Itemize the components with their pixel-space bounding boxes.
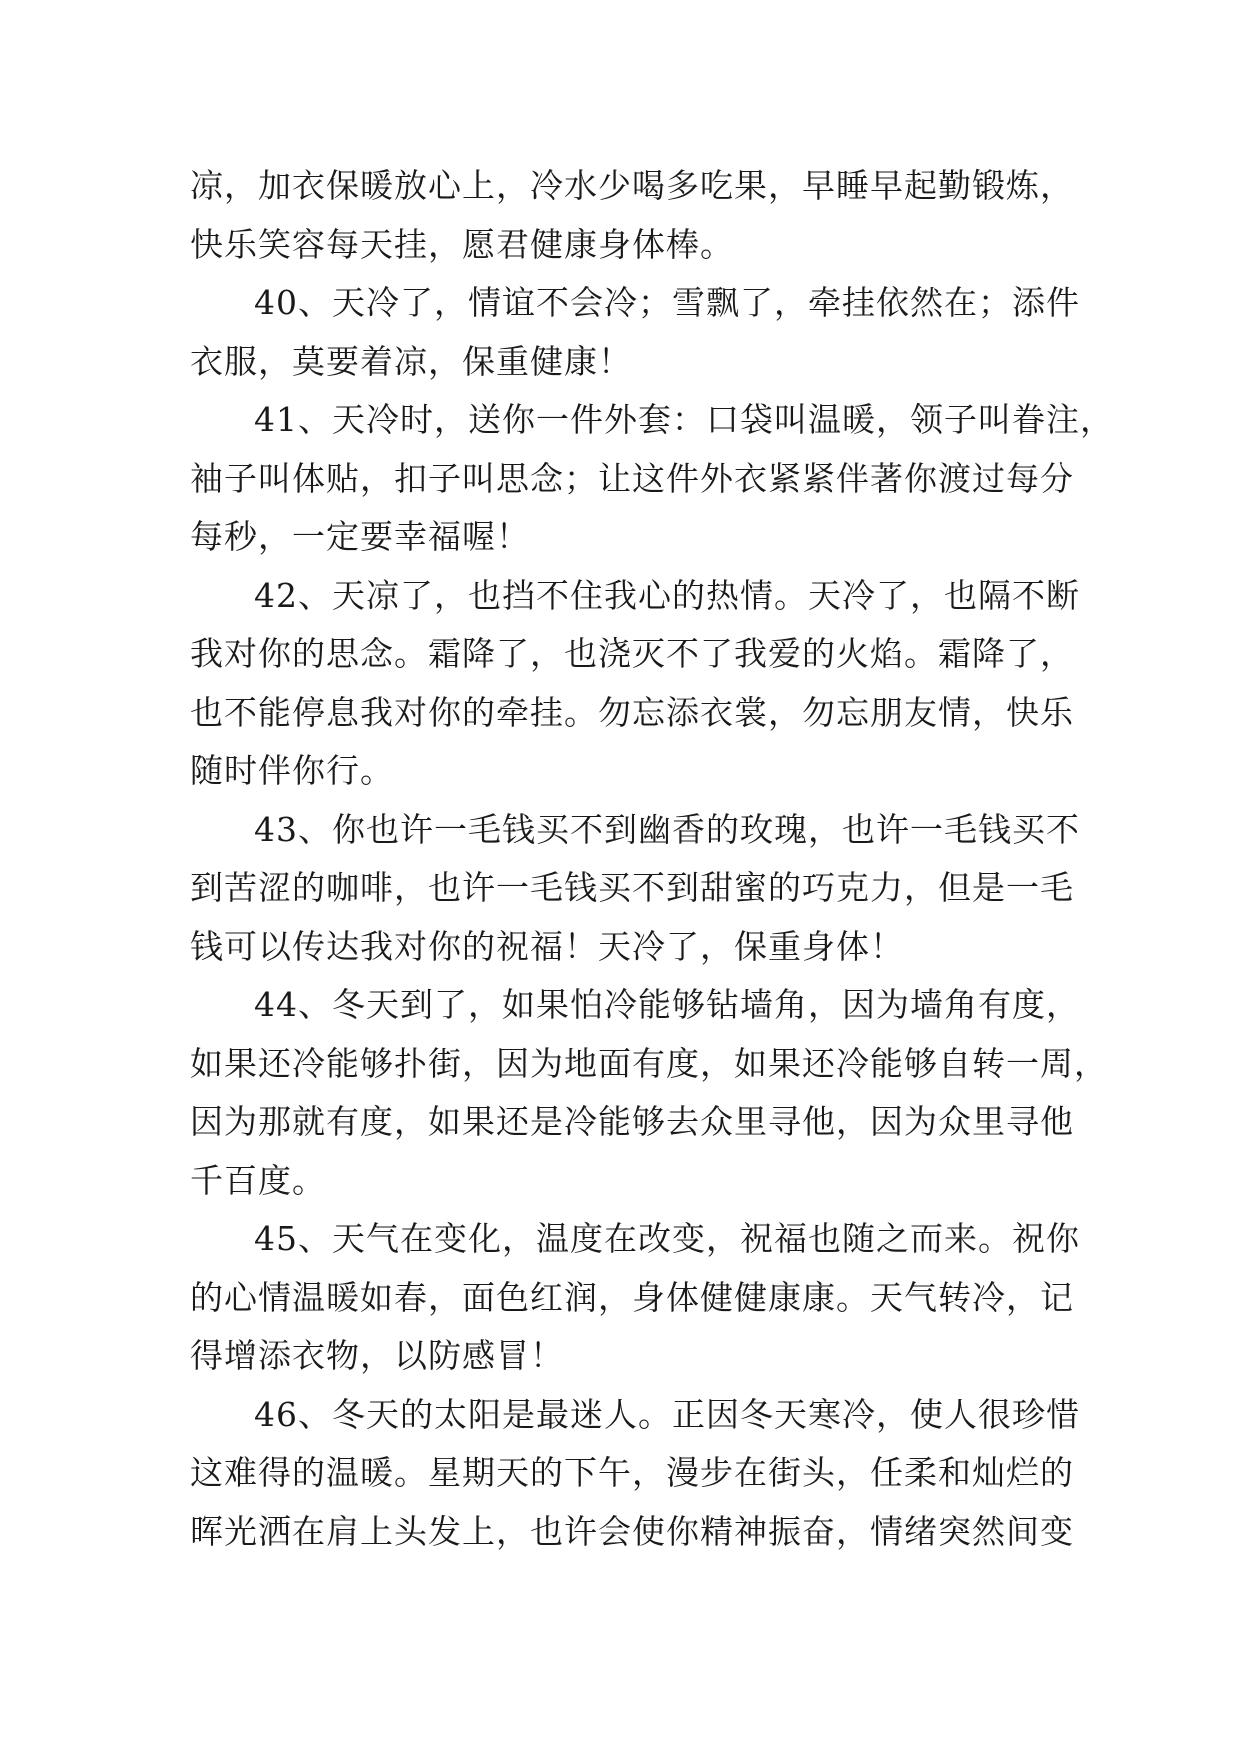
paragraph-40 [190,274,1080,391]
document-page [190,157,1114,1561]
paragraph-45 [190,1210,1080,1386]
text-line: 得增添衣物，以防感冒！ [190,1336,564,1375]
text-line: 44、冬天到了，如果怕冷能够钻墙角，因为墙角有度， [254,985,1080,1024]
text-line: 的心情温暖如春，面色红润，身体健健康康。天气转冷，记 [190,1277,1074,1317]
text-line: 衣服，莫要着凉，保重健康！ [190,341,632,381]
text-line: 41、天冷时，送你一件外套：口袋叫温暖，领子叫眷注， [254,400,1114,439]
paragraph-41 [190,391,1114,567]
text-line: 42、天凉了，也挡不住我心的热情。天冷了，也隔不断 [254,575,1080,615]
paragraph-39-continued [190,157,1074,274]
text-line: 46、冬天的太阳是最迷人。正因冬天寒冷，使人很珍惜 [254,1394,1080,1434]
paragraph-43 [190,801,1080,977]
text-line: 到苦涩的咖啡，也许一毛钱买不到甜蜜的巧克力，但是一毛 [190,868,1074,907]
text-line: 快乐笑容每天挂，愿君健康身体棒。 [190,224,734,264]
text-line: 我对你的思念。霜降了，也浇灭不了我爱的火焰。霜降了， [190,634,1074,673]
text-line: 凉，加衣保暖放心上，冷水少喝多吃果，早睡早起勤锻炼， [190,166,1074,205]
paragraph-44 [190,976,1108,1210]
text-line: 45、天气在变化，温度在改变，祝福也随之而来。祝你 [254,1219,1080,1258]
paragraph-42 [190,567,1080,801]
text-line: 钱可以传达我对你的祝福！天冷了，保重身体！ [190,926,904,966]
text-line: 随时伴你行。 [190,751,394,790]
paragraph-46 [190,1386,1080,1562]
text-line: 40、天冷了，情谊不会冷；雪飘了，牵挂依然在；添件 [254,283,1080,322]
text-line: 这难得的温暖。星期天的下午，漫步在街头，任柔和灿烂的 [190,1453,1074,1492]
text-line: 也不能停息我对你的牵挂。勿忘添衣裳，勿忘朋友情，快乐 [190,692,1074,732]
text-line: 晖光洒在肩上头发上，也许会使你精神振奋，情绪突然间变 [190,1511,1074,1551]
text-line: 每秒，一定要幸福喔！ [190,517,530,556]
text-line: 因为那就有度，如果还是冷能够去众里寻他，因为众里寻他 [190,1102,1074,1141]
text-line: 如果还冷能够扑街，因为地面有度，如果还冷能够自转一周， [190,1043,1108,1083]
text-line: 袖子叫体贴，扣子叫思念；让这件外衣紧紧伴著你渡过每分 [190,458,1074,498]
text-line: 43、你也许一毛钱买不到幽香的玫瑰，也许一毛钱买不 [254,809,1080,849]
text-line: 千百度。 [190,1160,326,1200]
